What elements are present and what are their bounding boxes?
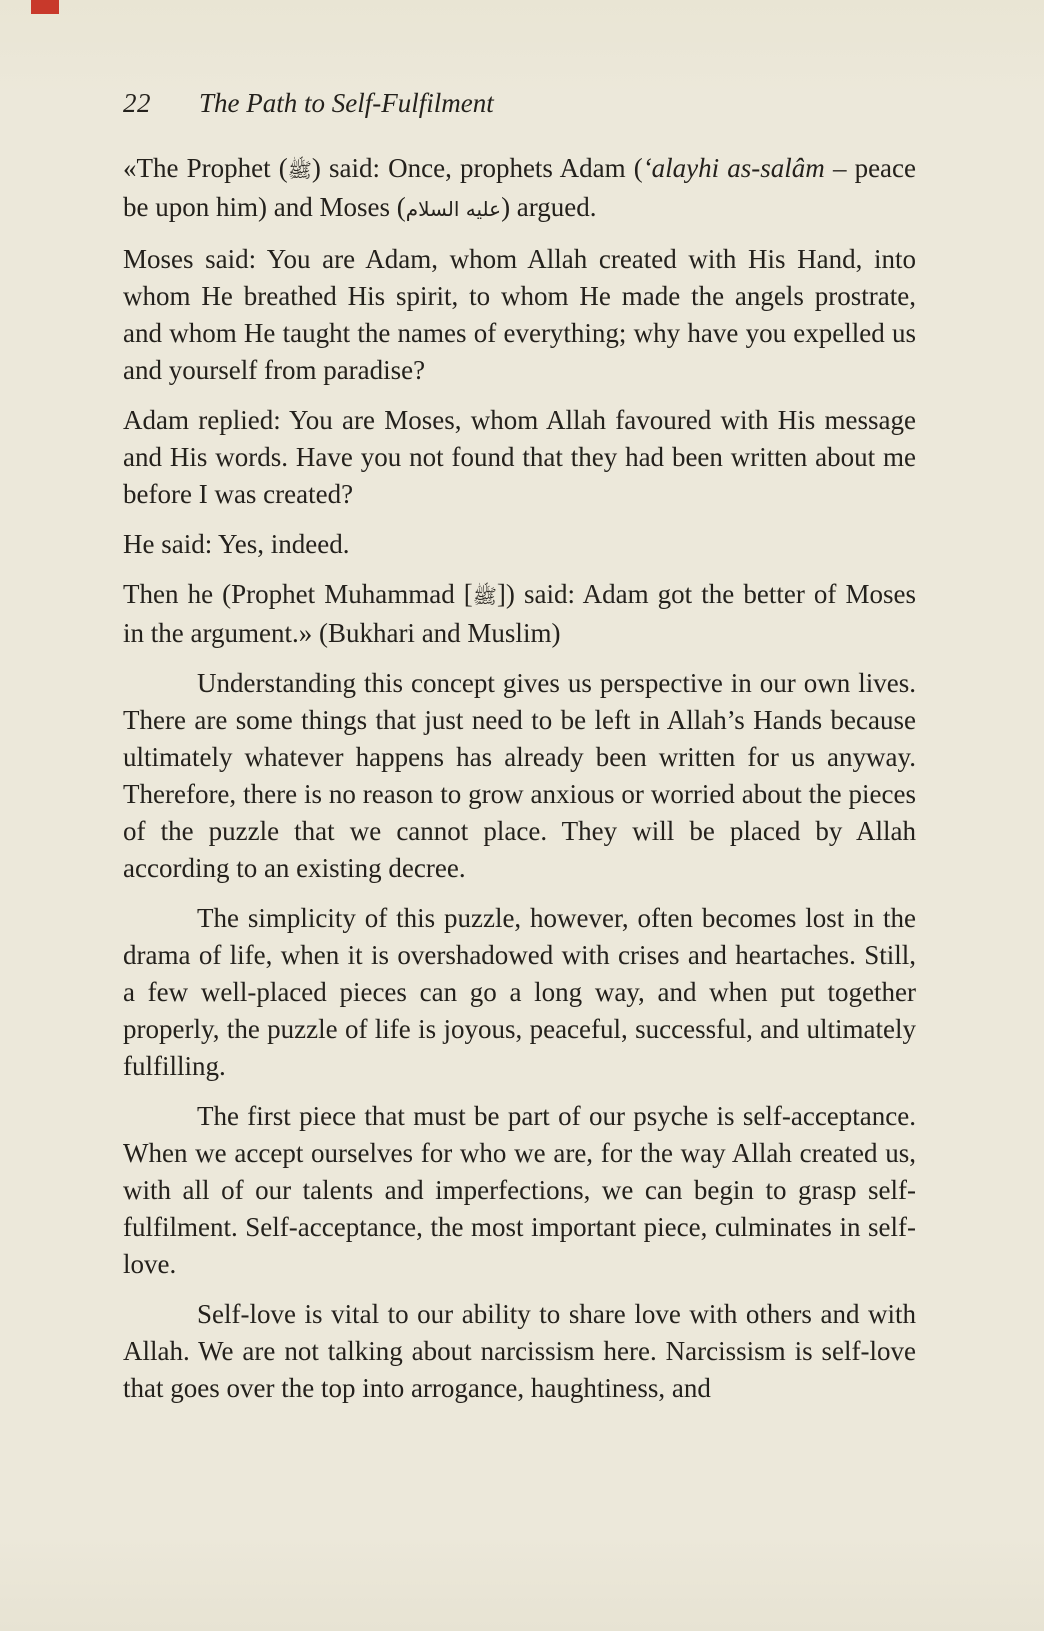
body-paragraph-first-piece bbox=[123, 1098, 916, 1283]
hadith-quote-adam-replied bbox=[123, 402, 916, 513]
body-paragraph-understanding bbox=[123, 665, 916, 887]
text-segment: Moses said: You are Adam, whom Allah created with His Hand, into whom He breathed His spirit, to whom He made the angels prostrate, and whom He taught the names of everything; why have you expelled us and yourself from paradise? bbox=[123, 244, 916, 385]
text-segment: «The Prophet ( bbox=[123, 153, 288, 183]
body-paragraph-simplicity bbox=[123, 900, 916, 1085]
body-text bbox=[123, 150, 916, 1407]
page-edge-red-mark bbox=[31, 0, 59, 14]
text-segment: Understanding this concept gives us perspective in our own lives. There are some things that just need to be left in Allah’s Hands because ultimately whatever happens has already been written for us anyway. Therefore, there is no reason to grow anxious or worried about the pieces of the puzzle that we cannot place. They will be placed by Allah according to an existing decree. bbox=[123, 668, 916, 883]
text-segment: ‘alayhi as-salâm bbox=[642, 153, 825, 183]
text-segment: He said: Yes, indeed. bbox=[123, 529, 350, 559]
text-segment: The simplicity of this puzzle, however, often becomes lost in the drama of life, when it is overshadowed with crises and heartaches. Still, a few well-placed pieces can go a long way, and when put together properly, the puzzle of life is joyous, peaceful, successful, and ultimately fulfilling. bbox=[123, 903, 916, 1081]
arabic-honorific-symbol: ﷺ bbox=[287, 158, 312, 182]
hadith-quote-moses-said bbox=[123, 241, 916, 389]
book-title: The Path to Self-Fulfilment bbox=[199, 88, 494, 118]
hadith-quote-closing bbox=[123, 576, 916, 652]
body-paragraph-self-love bbox=[123, 1296, 916, 1407]
text-segment: Then he (Prophet Muhammad [ bbox=[123, 579, 473, 609]
text-segment: The first piece that must be part of our psyche is self-acceptance. When we accept ourselves for who we are, for the way Allah created us, with all of our talents and imperfections, we can begin to grasp self-fulfilment. Self-acceptance, the most important piece, culminates in self-love. bbox=[123, 1101, 916, 1279]
arabic-honorific-symbol: ﷺ bbox=[472, 584, 497, 608]
hadith-quote-he-said bbox=[123, 526, 916, 563]
arabic-honorific-symbol: عليه السلام bbox=[405, 197, 502, 221]
text-segment: ]) said: Adam got the better of Moses in the argument.» (Bukhari and Muslim) bbox=[123, 579, 916, 648]
text-segment: Self-love is vital to our ability to share love with others and with Allah. We are not talking about narcissism here. Narcissism is self-love that goes over the top into arrogance, haughtiness, and bbox=[123, 1299, 916, 1403]
text-segment: – peace be upon him) and Moses ( bbox=[123, 153, 917, 222]
hadith-quote-opening bbox=[123, 150, 916, 228]
page-number: 22 bbox=[123, 88, 151, 118]
text-segment: Adam replied: You are Moses, whom Allah favoured with His message and His words. Have you not found that they had been written about me before I was created? bbox=[123, 405, 916, 509]
text-segment: ) argued. bbox=[501, 192, 597, 222]
text-segment: ) said: Once, prophets Adam ( bbox=[311, 153, 643, 183]
page-header bbox=[123, 86, 916, 120]
